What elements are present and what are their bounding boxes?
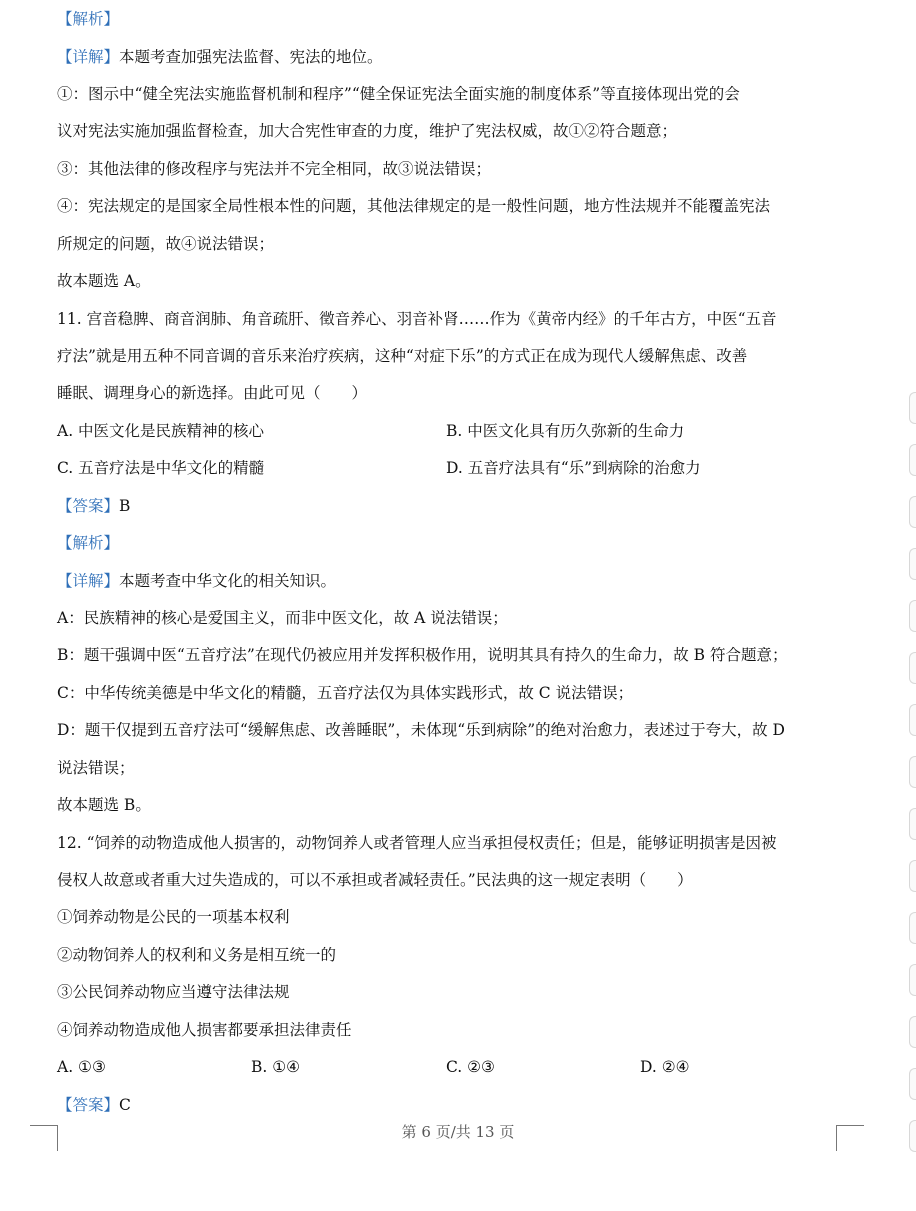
- explanation-line: 说法错误；: [57, 759, 135, 777]
- side-tab[interactable]: [909, 496, 916, 528]
- detail-tag: 【详解】: [57, 48, 120, 66]
- q11-option-b: B. 中医文化具有历久弥新的生命力: [446, 422, 685, 440]
- explanation-line: ④：宪法规定的是国家全局性根本性的问题，其他法律规定的是一般性问题，地方性法规并不能覆盖宪法: [57, 197, 771, 215]
- q12-statement-1: ①饲养动物是公民的一项基本权利: [57, 908, 290, 926]
- explanation-line: D：题干仅提到五音疗法可“缓解焦虑、改善睡眠”，未体现“乐到病除”的绝对治愈力，表述过于夸大，故 D: [57, 721, 785, 739]
- explanation-line: 议对宪法实施加强监督检查，加大合宪性审查的力度，维护了宪法权威，故①②符合题意；: [57, 122, 678, 140]
- q12-option-b: B. ①④: [251, 1058, 301, 1076]
- detail-line: [57, 47, 383, 67]
- conclusion-line: 故本题选 A。: [57, 272, 151, 290]
- detail-text: 本题考查中华文化的相关知识。: [119, 572, 337, 590]
- q12-statement-3: ③公民饲养动物应当遵守法律法规: [57, 983, 290, 1001]
- side-tab[interactable]: [909, 860, 916, 892]
- analysis-tag: 【解析】: [57, 534, 120, 552]
- q11-option-d: D. 五音疗法具有“乐”到病除的治愈力: [446, 459, 701, 477]
- side-tab[interactable]: [909, 652, 916, 684]
- side-tab[interactable]: [909, 964, 916, 996]
- answer-value: C: [119, 1096, 131, 1114]
- detail-text: 本题考查加强宪法监督、宪法的地位。: [119, 48, 383, 66]
- side-tab[interactable]: [909, 756, 916, 788]
- q12-option-a: A. ①③: [57, 1058, 106, 1076]
- explanation-line: ①：图示中“健全宪法实施监督机制和程序”“健全保证宪法全面实施的制度体系”等直接体现出党的会: [57, 85, 740, 103]
- q11-option-a: A. 中医文化是民族精神的核心: [57, 422, 265, 440]
- q12-answer: [57, 1095, 131, 1115]
- side-tab[interactable]: [909, 392, 916, 424]
- q12-statement-4: ④饲养动物造成他人损害都要承担法律责任: [57, 1021, 352, 1039]
- q12-statement-2: ②动物饲养人的权利和义务是相互统一的: [57, 946, 337, 964]
- detail-tag: 【详解】: [57, 572, 120, 590]
- side-tab[interactable]: [909, 548, 916, 580]
- conclusion-line: 故本题选 B。: [57, 796, 151, 814]
- analysis-tag: 【解析】: [57, 10, 120, 28]
- explanation-line: 所规定的问题，故④说法错误；: [57, 235, 275, 253]
- question-12-stem: 侵权人故意或者重大过失造成的，可以不承担或者减轻责任。”民法典的这一规定表明（ ）: [57, 871, 693, 889]
- answer-value: B: [119, 497, 131, 515]
- q11-option-c: C. 五音疗法是中华文化的精髓: [57, 459, 265, 477]
- explanation-line: ③：其他法律的修改程序与宪法并不完全相同，故③说法错误；: [57, 160, 492, 178]
- side-tab[interactable]: [909, 808, 916, 840]
- side-tab[interactable]: [909, 1068, 916, 1100]
- q12-option-d: D. ②④: [640, 1058, 690, 1076]
- explanation-line: A：民族精神的核心是爱国主义，而非中医文化，故 A 说法错误；: [57, 609, 508, 627]
- question-11-stem: 11. 宫音稳脾、商音润肺、角音疏肝、徵音养心、羽音补肾……作为《黄帝内经》的千年古方，中医“五音: [57, 310, 777, 328]
- question-12-stem: 12. “饲养的动物造成他人损害的，动物饲养人或者管理人应当承担侵权责任；但是，能够证明损害是因被: [57, 834, 777, 852]
- explanation-line: B：题干强调中医“五音疗法”在现代仍被应用并发挥积极作用，说明其具有持久的生命力，故 B 符合题意；: [57, 646, 788, 664]
- question-11-stem: 睡眠、调理身心的新选择。由此可见（ ）: [57, 384, 368, 402]
- side-tab[interactable]: [909, 600, 916, 632]
- side-tab[interactable]: [909, 1120, 916, 1152]
- page-number-footer: 第 6 页/共 13 页: [401, 1123, 515, 1141]
- q11-answer: [57, 496, 130, 516]
- side-tab[interactable]: [909, 704, 916, 736]
- side-tab[interactable]: [909, 912, 916, 944]
- question-11-stem: 疗法”就是用五种不同音调的音乐来治疗疾病，这种“对症下乐”的方式正在成为现代人缓解焦虑、改善: [57, 347, 748, 365]
- answer-tag: 【答案】: [57, 1096, 120, 1114]
- answer-tag: 【答案】: [57, 497, 120, 515]
- q12-option-c: C. ②③: [446, 1058, 495, 1076]
- side-tab[interactable]: [909, 444, 916, 476]
- detail-line: [57, 571, 336, 591]
- explanation-line: C：中华传统美德是中华文化的精髓，五音疗法仅为具体实践形式，故 C 说法错误；: [57, 684, 634, 702]
- side-tab[interactable]: [909, 1016, 916, 1048]
